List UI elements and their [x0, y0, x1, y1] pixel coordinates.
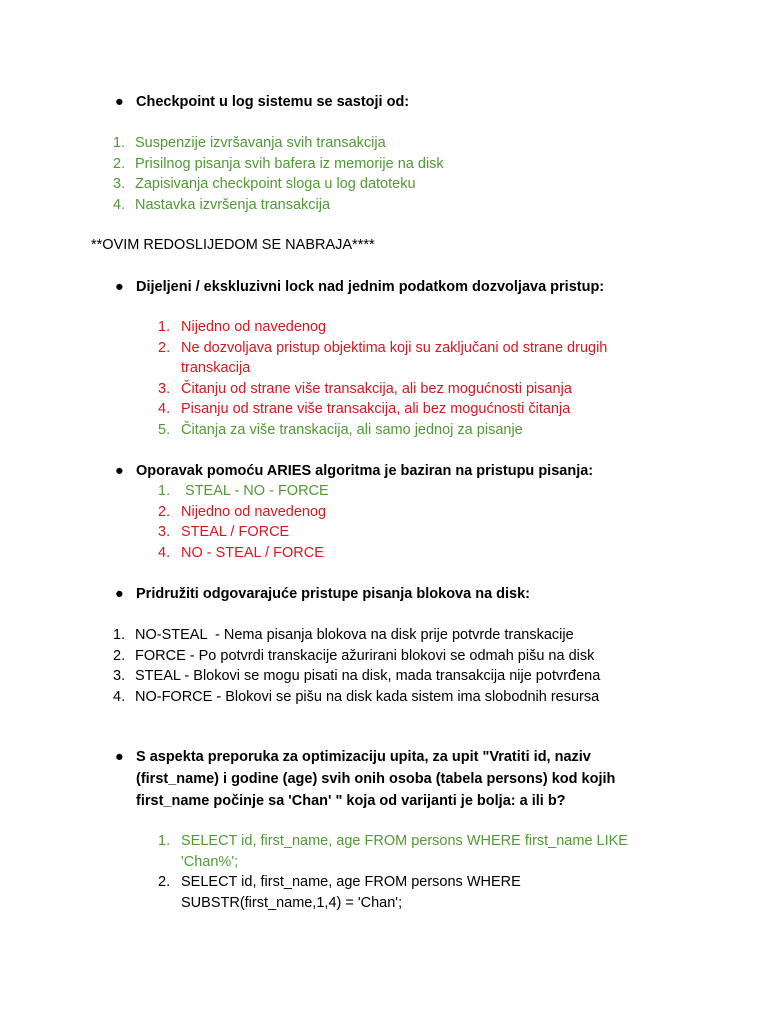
list-item: 2. Prisilnog pisanja svih bafera iz memorije na disk — [113, 155, 444, 172]
list-item: 4. NO-FORCE - Blokovi se pišu na disk kada sistem ima slobodnih resursa — [113, 688, 600, 705]
bullet-icon: ● — [115, 279, 124, 295]
question-1-title: Checkpoint u log sistemu se sastoji od: — [136, 94, 410, 110]
list-item: 1. STEAL - NO - FORCE — [158, 483, 329, 499]
list-item: 1. SELECT id, first_name, age FROM persons WHERE first_name LIKE 'Chan%'; — [158, 833, 628, 870]
question-2-heading — [115, 276, 675, 298]
bullet-icon: ● — [115, 463, 124, 479]
bullet-icon: ● — [115, 94, 124, 110]
list-item: 3. STEAL - Blokovi se mogu pisati na disk, mada transakcija nije potvrđena — [113, 668, 601, 684]
list-item: 1. Nijedno od navedenog — [158, 319, 327, 335]
question-4-list — [113, 625, 673, 707]
question-4-heading — [115, 583, 675, 605]
question-4-title: Pridružiti odgovarajuće pristupe pisanja blokova na disk: — [136, 586, 531, 602]
question-3-list — [158, 481, 638, 563]
list-item: 3. Čitanju od strane više transakcija, ali bez mogućnosti pisanja — [158, 380, 572, 397]
order-note: **OVIM REDOSLIJEDOM SE NABRAJA**** — [91, 237, 375, 253]
list-item: 4. NO - STEAL / FORCE — [158, 544, 324, 561]
question-5-list — [158, 831, 658, 913]
bullet-icon: ● — [115, 749, 124, 765]
list-item: 4. Pisanju od strane više transakcija, ali bez mogućnosti čitanja — [158, 401, 571, 417]
question-3-heading — [115, 460, 675, 482]
question-3-title: Oporavak pomoću ARIES algoritma je baziran na pristupu pisanja: — [136, 463, 594, 479]
question-2-list — [158, 317, 648, 440]
bullet-icon: ● — [115, 586, 124, 602]
question-1-list — [113, 133, 653, 215]
list-item: 4. Nastavka izvršenja transakcija — [113, 196, 331, 213]
list-item: 1. NO-STEAL - Nema pisanja blokova na disk prije potvrde transkacije — [113, 627, 574, 643]
question-2-title: Dijeljeni / ekskluzivni lock nad jednim podatkom dozvoljava pristup: — [136, 279, 605, 295]
list-item: 2. Nijedno od navedenog — [158, 503, 327, 520]
list-item: 2. SELECT id, first_name, age FROM persons WHERE SUBSTR(first_name,1,4) = 'Chan'; — [158, 874, 521, 911]
list-item: 2. FORCE - Po potvrdi transkacije ažurirani blokovi se odmah pišu na disk — [113, 647, 595, 664]
question-5-title: S aspekta preporuka za optimizaciju upita, za upit "Vratiti id, naziv (first_name) i godine (age) svih onih osoba (tabela persons) kod kojih first_name počinje sa 'Chan' " koja od varijanti je bolja: a ili b? — [136, 749, 616, 809]
question-5-heading — [115, 746, 625, 812]
list-item: 3. Zapisivanja checkpoint sloga u log datoteku — [113, 176, 416, 192]
list-item: 3. STEAL / FORCE — [158, 524, 290, 540]
list-item: 1. Suspenzije izvršavanja svih transakcija — [113, 135, 386, 151]
question-1-heading — [115, 91, 635, 113]
list-item: 2. Ne dozvoljava pristup objektima koji su zaključani od strane drugih transkacija — [158, 339, 608, 376]
list-item: 5. Čitanja za više transkacija, ali samo jednoj za pisanje — [158, 421, 523, 438]
